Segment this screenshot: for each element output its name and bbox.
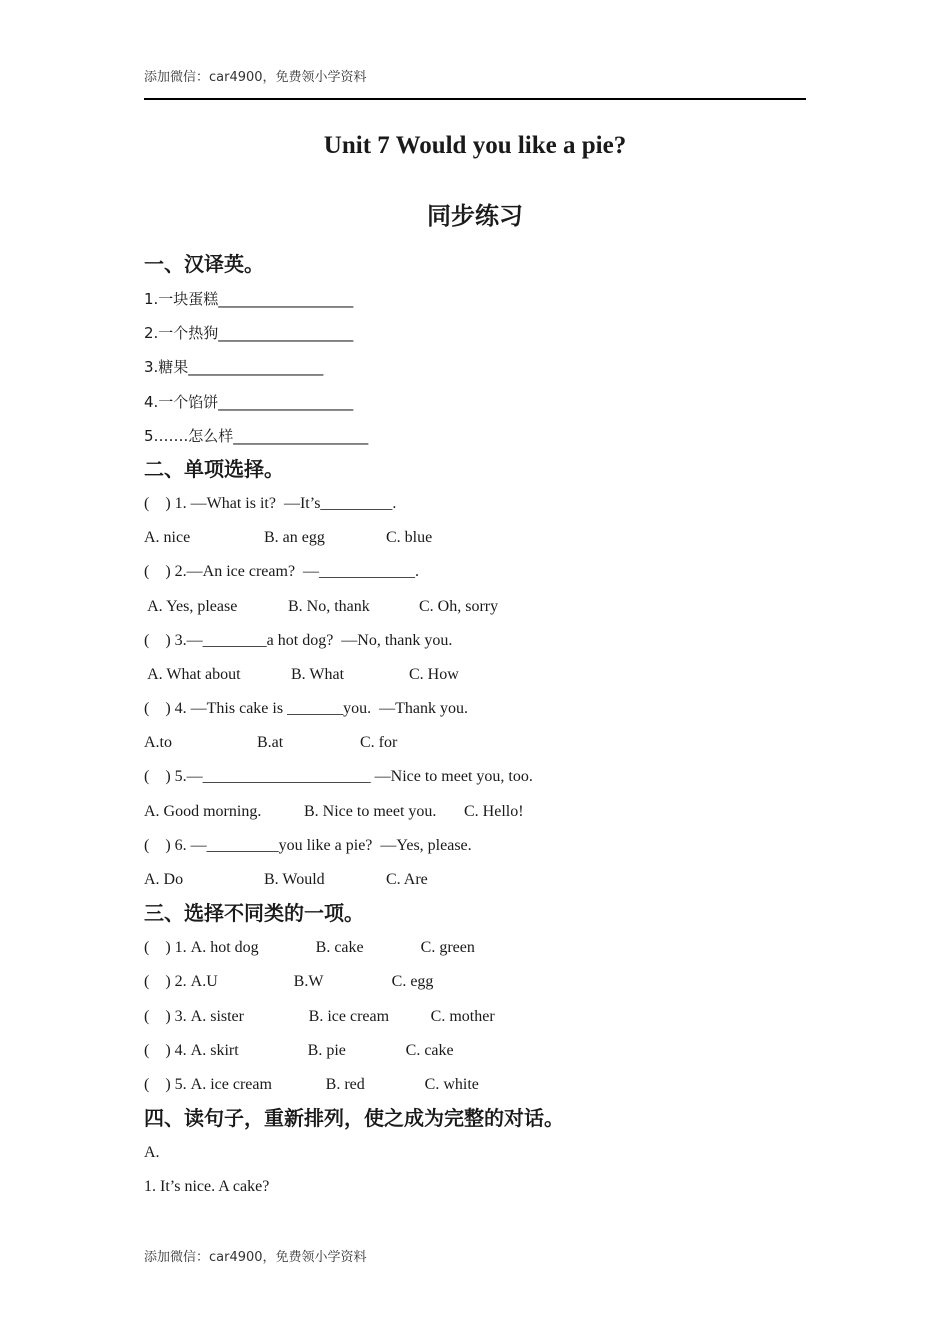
option-b: B. an egg (264, 529, 325, 547)
option-c: C. green (420, 939, 475, 957)
option-b: B.at (257, 734, 284, 752)
translation-item: 1.一块蛋糕__________________ (144, 290, 354, 308)
translation-item: 2.一个热狗__________________ (144, 324, 354, 343)
question-stem: ( ) 6. —_________you like a pie? —Yes, please. (144, 836, 472, 854)
translation-item: 5…….怎么样__________________ (144, 426, 369, 445)
translation-item: 4.一个馅饼__________________ (144, 392, 354, 411)
question-stem: ( ) 3.—________a hot dog? —No, thank you. (144, 631, 453, 649)
option-b: B. Nice to meet you. (304, 802, 437, 820)
question-stem: ( ) 4. —This cake is _______you. —Thank you. (144, 700, 468, 718)
option-a: A. Good morning. (144, 802, 262, 820)
page-subtitle: 同步练习 (427, 202, 523, 230)
option-a: A. What about (144, 665, 241, 683)
option-c: C. Are (386, 871, 428, 888)
option-a: A.to (144, 734, 172, 752)
question-options (144, 726, 806, 760)
option-a: A. ice cream (190, 1075, 272, 1093)
option-a: A. sister (190, 1007, 244, 1025)
dialogue-part-label: A. (144, 1144, 160, 1162)
question-stem: ( ) 2.—An ice cream? —____________. (144, 563, 420, 581)
option-b: B. What (291, 665, 345, 683)
option-a: A. Yes, please (144, 597, 238, 615)
option-b: B. No, thank (288, 597, 370, 615)
option-b: B. ice cream (308, 1007, 390, 1025)
option-a: A. nice (144, 529, 191, 547)
option-c: C. cake (405, 1041, 454, 1059)
section-1-heading: 一、汉译英。 (144, 252, 264, 276)
odd-one-out-item: ( ) 1. A. hot dog B. cake C. green (144, 931, 806, 965)
question-options (144, 795, 806, 829)
header-note: 添加微信：car4900，免费领小学资料 (144, 70, 367, 85)
option-c: C. blue (386, 529, 433, 547)
translation-item: 3.糖果__________________ (144, 358, 324, 377)
option-b: B. Would (264, 871, 325, 888)
option-b: B.W (293, 973, 324, 991)
section-3-heading: 三、选择不同类的一项。 (144, 901, 364, 926)
option-b: B. red (325, 1075, 365, 1093)
option-a: A. Do (144, 871, 184, 888)
question-options (144, 590, 806, 624)
worksheet-body (144, 248, 806, 1205)
option-c: C. mother (430, 1007, 495, 1025)
option-b: B. cake (315, 939, 364, 957)
option-c: C. Hello! (464, 802, 524, 820)
option-a: A.U (190, 973, 218, 991)
option-a: A. skirt (190, 1041, 239, 1059)
question-stem: ( ) 5.—_____________________ —Nice to meet you, too. (144, 768, 533, 786)
header-divider (144, 98, 806, 100)
option-a: A. hot dog (190, 939, 259, 957)
page-title: Unit 7 Would you like a pie? (323, 132, 627, 159)
question-stem: ( ) 1. —What is it? —It’s_________. (144, 494, 397, 512)
option-b: B. pie (307, 1041, 346, 1059)
footer-note: 添加微信：car4900，免费领小学资料 (144, 1250, 367, 1265)
option-c: C. for (360, 734, 398, 752)
question-options (144, 658, 806, 692)
option-c: C. Oh, sorry (419, 597, 499, 615)
dialogue-sentence: 1. It’s nice. A cake? (144, 1178, 270, 1196)
question-options (144, 521, 806, 555)
option-c: C. white (424, 1075, 479, 1093)
section-4-heading: 四、读句子，重新排列，使之成为完整的对话。 (144, 1106, 564, 1131)
section-2-heading: 二、单项选择。 (144, 456, 284, 481)
odd-one-out-item: ( ) 2. A.U B.W C. egg (144, 965, 806, 999)
option-c: C. egg (391, 973, 434, 991)
option-c: C. How (409, 665, 459, 683)
odd-one-out-item: ( ) 4. A. skirt B. pie C. cake (144, 1034, 806, 1068)
question-options (144, 863, 806, 897)
odd-one-out-item: ( ) 3. A. sister B. ice cream C. mother (144, 1000, 806, 1034)
odd-one-out-item: ( ) 5. A. ice cream B. red C. white (144, 1068, 806, 1102)
